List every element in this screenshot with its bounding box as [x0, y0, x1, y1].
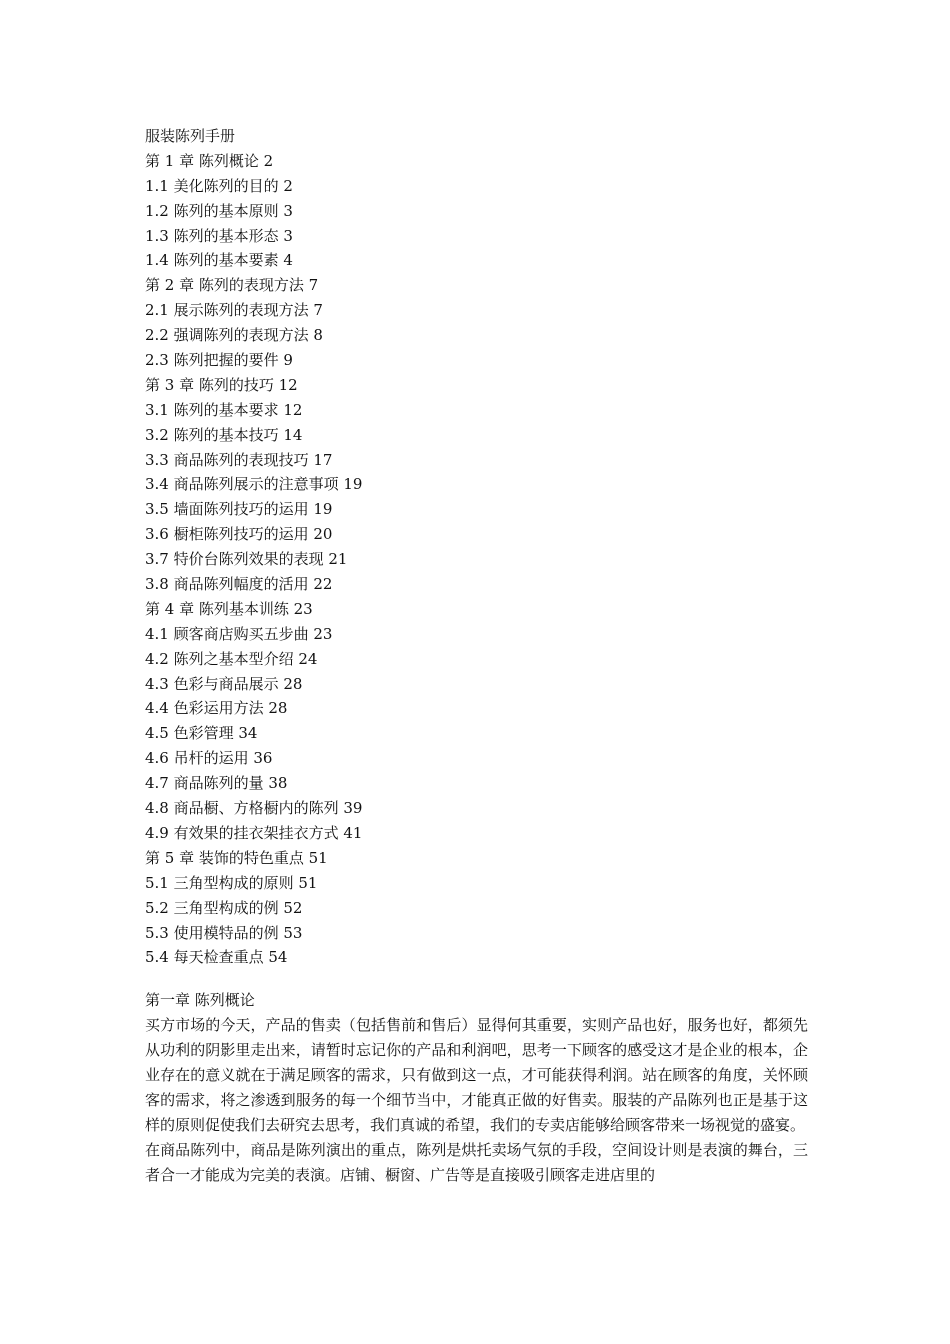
toc-entry: 3.5 墙面陈列技巧的运用 19	[145, 500, 333, 519]
toc-entry: 3.4 商品陈列展示的注意事项 19	[145, 475, 363, 494]
toc-entry: 5.1 三角型构成的原则 51	[145, 873, 318, 892]
toc-entry: 1.4 陈列的基本要素 4	[145, 251, 293, 270]
toc-entry: 3.8 商品陈列幅度的活用 22	[145, 575, 333, 594]
toc-entry: 4.3 色彩与商品展示 28	[145, 674, 303, 693]
toc-entry: 1.2 陈列的基本原则 3	[145, 201, 293, 220]
table-of-contents	[145, 149, 808, 970]
body-paragraph-1: 买方市场的今天，产品的售卖（包括售前和售后）显得何其重要，实则产品也好，服务也好，都须先从功利的阴影里走出来，请暂时忘记你的产品和利润吧，思考一下顾客的感受这才是企业的根本，企业存在的意义就在于满足顾客的需求，只有做到这一点，才可能获得利润。站在顾客的角度，关怀顾客的需求，将之渗透到服务的每一个细节当中，才能真正做的好售卖。服装的产品陈列也正是基于这样的原则促使我们去研究去思考，我们真诚的希望，我们的专卖店能够给顾客带来一场视觉的盛宴。	[145, 1016, 808, 1134]
document-page	[145, 124, 808, 1188]
toc-entry: 第 4 章 陈列基本训练 23	[145, 599, 313, 618]
toc-entry: 4.5 色彩管理 34	[145, 724, 258, 743]
chapter-heading: 第一章 陈列概论	[145, 991, 255, 1010]
toc-entry: 4.1 顾客商店购买五步曲 23	[145, 624, 333, 643]
body-paragraph-2: 在商品陈列中，商品是陈列演出的重点，陈列是烘托卖场气氛的手段，空间设计则是表演的舞台，三者合一才能成为完美的表演。店铺、橱窗、广告等是直接吸引顾客走进店里的	[145, 1140, 808, 1184]
toc-entry: 3.2 陈列的基本技巧 14	[145, 425, 303, 444]
toc-entry: 3.6 橱柜陈列技巧的运用 20	[145, 525, 333, 544]
toc-entry: 4.8 商品橱、方格橱内的陈列 39	[145, 799, 363, 818]
toc-entry: 4.6 吊杆的运用 36	[145, 749, 273, 768]
toc-entry: 1.1 美化陈列的目的 2	[145, 176, 293, 195]
document-title: 服装陈列手册	[145, 127, 236, 145]
toc-entry: 2.3 陈列把握的要件 9	[145, 351, 293, 370]
toc-entry: 2.2 强调陈列的表现方法 8	[145, 326, 323, 345]
toc-entry: 3.3 商品陈列的表现技巧 17	[145, 450, 333, 469]
toc-entry: 第 1 章 陈列概论 2	[145, 151, 274, 170]
toc-entry: 第 2 章 陈列的表现方法 7	[145, 276, 319, 295]
toc-entry: 2.1 展示陈列的表现方法 7	[145, 301, 323, 320]
toc-entry: 4.9 有效果的挂衣架挂衣方式 41	[145, 823, 363, 842]
toc-entry: 4.7 商品陈列的量 38	[145, 774, 288, 793]
toc-entry: 3.7 特价台陈列效果的表现 21	[145, 550, 348, 569]
toc-entry: 4.4 色彩运用方法 28	[145, 699, 288, 718]
toc-entry: 5.3 使用模特品的例 53	[145, 923, 303, 942]
toc-entry: 1.3 陈列的基本形态 3	[145, 226, 293, 245]
section-spacer	[145, 970, 808, 988]
toc-entry: 4.2 陈列之基本型介绍 24	[145, 649, 318, 668]
toc-entry: 3.1 陈列的基本要求 12	[145, 400, 303, 419]
toc-entry: 5.4 每天检查重点 54	[145, 948, 288, 967]
toc-entry: 第 3 章 陈列的技巧 12	[145, 375, 298, 394]
toc-entry: 5.2 三角型构成的例 52	[145, 898, 303, 917]
toc-entry: 第 5 章 装饰的特色重点 51	[145, 848, 328, 867]
